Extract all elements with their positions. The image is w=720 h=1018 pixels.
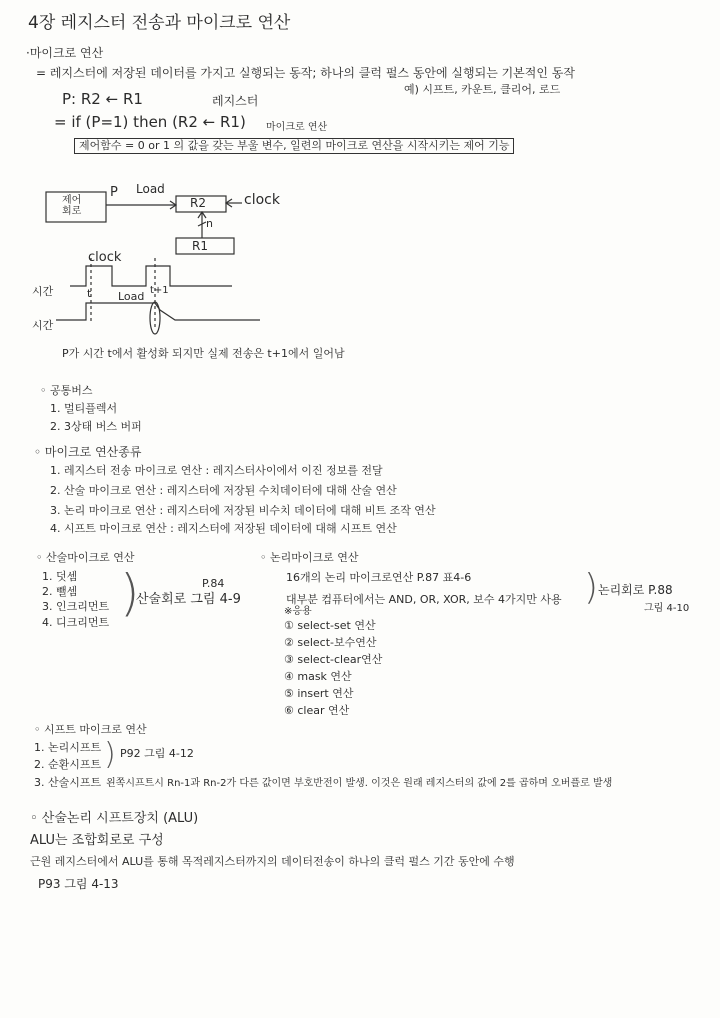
logic-app: ② select-보수연산 — [284, 636, 377, 649]
clock-waveform — [70, 266, 232, 286]
arith-brace: ) — [120, 564, 140, 622]
arith-item: 1. 덧셈 — [42, 570, 78, 583]
r1-label: R1 — [192, 239, 208, 253]
logic-brace: ) — [584, 567, 599, 608]
arith-item: 2. 뺄셈 — [42, 585, 78, 598]
t-label: t — [87, 287, 92, 300]
micro-op-example: 예) 시프트, 카운트, 클리어, 로드 — [404, 83, 561, 96]
r2-label: R2 — [190, 196, 206, 210]
arith-heading: ◦ 산술마이크로 연산 — [36, 551, 135, 564]
arith-page-ref: P.84 — [202, 577, 225, 590]
micro-kind-3: 3. 논리 마이크로 연산 : 레지스터에 저장된 비수치 데이터에 대해 비트 조작 연산 — [50, 504, 436, 517]
logic-line-2: 대부분 컴퓨터에서는 AND, OR, XOR, 보수 4가지만 사용 — [286, 593, 562, 606]
logic-circuit: 논리회로 P.88 — [598, 583, 673, 597]
arith-circuit: 산술회로 그림 4-9 — [136, 592, 241, 607]
transfer-timing-note: P가 시간 t에서 활성화 되지만 실제 전송은 t+1에서 일어남 — [62, 347, 345, 360]
if-note: 마이크로 연산 — [266, 122, 328, 133]
micro-op-definition: = 레지스터에 저장된 데이터를 가지고 실행되는 동작; 하나의 클럭 펄스 동안에 실행되는 기본적인 동작 — [36, 66, 575, 80]
logic-app: ⑤ insert 연산 — [284, 687, 354, 700]
micro-kind-2: 2. 산술 마이크로 연산 : 레지스터에 저장된 수치데이터에 대해 산술 연산 — [50, 484, 397, 497]
shift-ref: P92 그림 4-12 — [120, 747, 194, 760]
alu-line-2: 근원 레지스터에서 ALU를 통해 목적레지스터까지의 데이터전송이 하나의 클럭 펄스 기간 동안에 수행 — [30, 855, 515, 868]
clock-wave-label: clock — [88, 250, 122, 265]
micro-kind-1: 1. 레지스터 전송 마이크로 연산 : 레지스터사이에서 이진 정보를 전달 — [50, 464, 383, 477]
transfer-note: 레지스터 — [212, 94, 259, 108]
shift-brace: ) — [104, 737, 116, 772]
load-label: Load — [136, 182, 165, 196]
micro-op-heading: ·마이크로 연산 — [26, 46, 104, 60]
load-wave-label: Load — [118, 290, 145, 303]
t1-label: t+1 — [150, 285, 169, 296]
alu-line-3: P93 그림 4-13 — [38, 877, 119, 891]
arith-item: 3. 인크리먼트 — [42, 600, 110, 613]
logic-app: ① select-set 연산 — [284, 619, 376, 632]
if-statement: = if (P=1) then (R2 ← R1) — [54, 113, 246, 131]
clock-label: clock — [244, 192, 280, 208]
shift-item: 1. 논리시프트 — [34, 741, 102, 754]
logic-apply: ※응용 — [284, 606, 312, 617]
logic-line-1: 16개의 논리 마이크로연산 P.87 표4-6 — [286, 571, 472, 584]
micro-kinds-heading: ◦ 마이크로 연산종류 — [34, 445, 142, 459]
page-title: 4장 레지스터 전송과 마이크로 연산 — [28, 13, 291, 33]
time-label-1: 시간 — [32, 285, 54, 298]
shift-heading: ◦ 시프트 마이크로 연산 — [34, 723, 147, 736]
logic-app: ④ mask 연산 — [284, 670, 352, 683]
bus-item-2: 2. 3상태 버스 버퍼 — [50, 420, 142, 433]
logic-heading: ◦ 논리마이크로 연산 — [260, 551, 359, 564]
logic-app: ③ select-clear연산 — [284, 653, 383, 666]
bus-item-1: 1. 멀티플렉서 — [50, 402, 118, 415]
control-function-note: 제어함수 = 0 or 1 의 값을 갖는 부울 변수, 일련의 마이크로 연산을 시작시키는 제어 기능 — [74, 138, 514, 154]
time-label-2: 시간 — [32, 319, 54, 332]
n-label: n — [206, 217, 213, 230]
micro-kind-4: 4. 시프트 마이크로 연산 : 레지스터에 저장된 데이터에 대해 시프트 연산 — [50, 522, 397, 535]
shift-item: 2. 순환시프트 — [34, 758, 102, 771]
alu-heading: ◦ 산술논리 시프트장치 (ALU) — [30, 811, 199, 826]
arith-item: 4. 디크리먼트 — [42, 616, 110, 629]
shift-note: 왼쪽시프트시 Rn-1과 Rn-2가 다른 값이면 부호반전이 발생. 이것은 원래 레지스터의 값에 2를 곱하며 오버플로 발생 — [106, 778, 613, 789]
shift-item: 3. 산술시프트 — [34, 776, 102, 789]
alu-line-1: ALU는 조합회로로 구성 — [30, 833, 164, 848]
logic-figure: 그림 4-10 — [644, 603, 690, 614]
control-box-label: 제어 회로 — [62, 195, 82, 217]
transfer-statement: P: R2 ← R1 — [62, 90, 143, 108]
logic-app: ⑥ clear 연산 — [284, 704, 350, 717]
bus-heading: ◦ 공통버스 — [40, 384, 93, 397]
p-label: P — [110, 185, 118, 200]
